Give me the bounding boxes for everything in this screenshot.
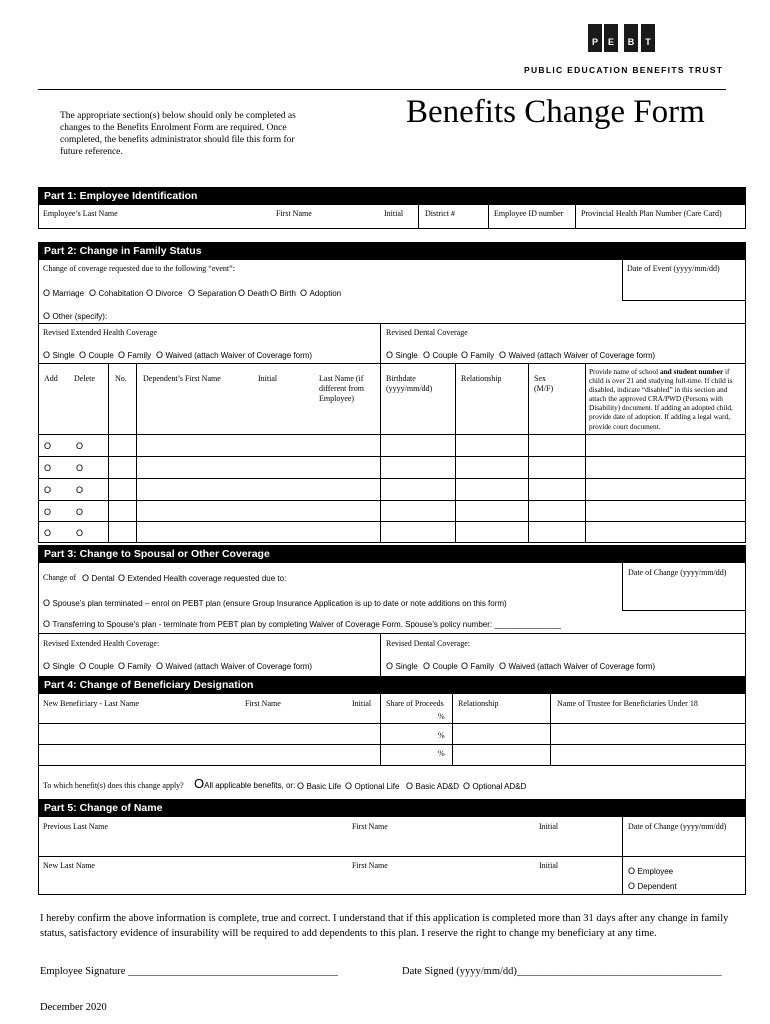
col-sex: Sex (M/F) — [534, 374, 554, 393]
radio-ehc-single[interactable]: O Single — [43, 350, 75, 360]
radio-label: Transferring to Spouse’s plan - terminate from PEBT plan by completing Waiver of Coverage Form. Spouse’s policy number: _______________ — [52, 620, 562, 629]
checkbox-optional-life[interactable]: O Optional Life — [345, 781, 400, 791]
divider — [745, 694, 746, 800]
part5-header: Part 5: Change of Name — [38, 799, 746, 817]
radio-ehc-family[interactable]: O Family — [118, 661, 152, 671]
delete-radio[interactable]: O — [76, 485, 84, 495]
divider — [488, 205, 489, 228]
divider — [550, 694, 551, 765]
first-name-field[interactable]: First Name — [276, 209, 312, 218]
first-name-field[interactable]: First Name — [352, 861, 388, 870]
divider — [38, 694, 39, 800]
radio-adoption[interactable]: O Adoption — [300, 288, 342, 298]
part4-header: Part 4: Change of Beneficiary Designation — [38, 676, 746, 694]
radio-cohabitation[interactable]: O Cohabitation — [89, 288, 144, 298]
radio-ehc-family[interactable]: O Family — [118, 350, 152, 360]
confirmation-text: I hereby confirm the above information is complete, true and correct. I understand that if this application is completed more than 31 days after any change in family status, satisfactory evidence of insurability will be required to add dependents to this plan. I reserve the right to change my beneficiary at any time. — [40, 913, 729, 939]
radio-dental-single[interactable]: O Single — [386, 350, 418, 360]
checkbox-label: Basic Life — [306, 782, 342, 791]
divider — [38, 363, 746, 364]
note-text: Provide name of school — [589, 367, 660, 376]
radio-label: Death — [247, 289, 269, 298]
radio-label: Single — [395, 662, 418, 671]
radio-label: Marriage — [52, 289, 85, 298]
part3-header: Part 3: Change to Spousal or Other Coverage — [38, 545, 746, 563]
radio-label: Waived (attach Waiver of Coverage form) — [508, 351, 656, 360]
radio-dental-waived[interactable]: O Waived (attach Waiver of Coverage form) — [499, 661, 656, 671]
form-date: December 2020 — [40, 1002, 107, 1013]
divider — [38, 894, 746, 895]
delete-radio[interactable]: O — [76, 507, 84, 517]
col-birthdate: Birthdate (yyyy/mm/dd) — [386, 374, 433, 393]
dental-label: Revised Dental Coverage — [386, 328, 468, 337]
note-text: if child is over 21 and studying full-time. If child is disabled, indicate “disabled” in this section and attach the approved CRA/PWD (Persons with Disability) document. If adding an adopted child, provide date of adoption. If adding a legal ward, provide court document. — [589, 367, 733, 431]
radio-label: Single — [52, 662, 75, 671]
radio-label: Employee — [637, 867, 674, 876]
radio-label: Couple — [88, 351, 114, 360]
logo-letter: P — [591, 37, 598, 47]
part2-header: Part 2: Change in Family Status — [38, 242, 746, 260]
col-initial: Initial — [258, 374, 278, 383]
beneficiary-initial-field[interactable]: Initial — [352, 699, 372, 708]
divider — [38, 434, 746, 435]
divider — [452, 694, 453, 765]
radio-ehc-couple[interactable]: O Couple — [79, 661, 114, 671]
delete-radio[interactable]: O — [76, 463, 84, 473]
checkbox-basic-life[interactable]: O Basic Life — [297, 781, 342, 791]
page-title: Benefits Change Form — [406, 94, 705, 130]
radio-label: Family — [470, 351, 495, 360]
divider — [528, 363, 529, 542]
divider — [38, 744, 746, 745]
header-divider — [38, 89, 726, 90]
event-label: Change of coverage requested due to the following “event”: — [43, 264, 235, 273]
add-radio[interactable]: O — [44, 441, 52, 451]
percent-sign: % — [438, 749, 445, 758]
employee-signature-field[interactable]: Employee Signature ________________________________________ — [40, 966, 339, 977]
radio-dental-couple[interactable]: O Couple — [423, 350, 458, 360]
radio-employee[interactable]: O Employee — [628, 866, 674, 876]
divider — [622, 610, 746, 611]
delete-radio[interactable]: O — [76, 441, 84, 451]
date-of-change-field[interactable]: Date of Change (yyyy/mm/dd) — [628, 822, 727, 831]
beneficiary-first-name-field[interactable]: First Name — [245, 699, 281, 708]
col-add: Add — [44, 374, 58, 383]
add-radio[interactable]: O — [44, 528, 52, 538]
intro-text: The appropriate section(s) below should only be completed as changes to the Benefits Enrolment Form are required. Once completed, the benefits administrator should file this form for future reference. — [60, 111, 296, 157]
first-name-field[interactable]: First Name — [352, 822, 388, 831]
divider — [380, 633, 381, 676]
logo-letter: T — [645, 37, 651, 47]
radio-label: Other (specify): — [52, 312, 108, 321]
add-radio[interactable]: O — [44, 463, 52, 473]
divider — [380, 363, 381, 542]
divider — [380, 694, 381, 765]
percent-sign: % — [438, 712, 445, 721]
add-radio[interactable]: O — [44, 507, 52, 517]
radio-label: Couple — [432, 351, 458, 360]
radio-label: Family — [127, 662, 152, 671]
employee-last-name-field[interactable]: Employee’s Last Name — [43, 209, 118, 218]
col-note — [589, 367, 743, 431]
radio-label: Birth — [279, 289, 296, 298]
checkbox-label: Extended Health coverage requested due to: — [127, 574, 287, 583]
checkbox-optional-add[interactable]: O Optional AD&D — [463, 781, 527, 791]
radio-birth[interactable]: O Birth — [270, 288, 296, 298]
radio-label: Dependent — [637, 882, 677, 891]
divider — [108, 363, 109, 542]
radio-death[interactable]: O Death — [238, 288, 269, 298]
beneficiary-last-name-field[interactable]: New Beneficiary - Last Name — [43, 699, 139, 708]
divider — [745, 563, 746, 676]
radio-label: Waived (attach Waiver of Coverage form) — [165, 662, 313, 671]
divider — [622, 260, 623, 300]
initial-field[interactable]: Initial — [539, 822, 559, 831]
divider — [575, 205, 576, 228]
radio-ehc-single[interactable]: O Single — [43, 661, 75, 671]
divider — [38, 205, 39, 228]
divider — [38, 478, 746, 479]
divider — [38, 521, 746, 522]
checkbox-label: Basic AD&D — [415, 782, 460, 791]
divider — [745, 205, 746, 228]
note-bold: and student number — [659, 367, 724, 376]
checkbox-ehc[interactable]: O Extended Health coverage requested due to: — [118, 573, 287, 583]
radio-label: Single — [52, 351, 75, 360]
percent-sign: % — [438, 731, 445, 740]
org-name: PUBLIC EDUCATION BENEFITS TRUST — [524, 65, 724, 75]
divider — [38, 228, 746, 229]
radio-label: Couple — [88, 662, 114, 671]
radio-label: All applicable benefits, or: — [204, 781, 296, 790]
radio-all-benefits[interactable]: OAll applicable benefits, or: — [194, 776, 296, 791]
divider — [38, 542, 746, 543]
divider — [38, 765, 746, 766]
radio-marriage[interactable]: O Marriage — [43, 288, 85, 298]
col-last-name: Last Name (if different from Employee) — [319, 374, 364, 403]
radio-label: Waived (attach Waiver of Coverage form) — [508, 662, 656, 671]
col-no: No. — [115, 374, 127, 383]
radio-ehc-waived[interactable]: O Waived (attach Waiver of Coverage form) — [156, 661, 313, 671]
radio-label: Family — [127, 351, 152, 360]
date-signed-field[interactable]: Date Signed (yyyy/mm/dd)_______________________________________ — [402, 966, 722, 977]
col-first-name: Dependent’s First Name — [143, 374, 221, 383]
radio-label: Divorce — [155, 289, 183, 298]
radio-separation[interactable]: O Separation — [188, 288, 237, 298]
dental-label: Revised Dental Coverage: — [386, 639, 470, 648]
divider — [38, 456, 746, 457]
radio-dental-single[interactable]: O Single — [386, 661, 418, 671]
relationship-field[interactable]: Relationship — [458, 699, 499, 708]
initial-field[interactable]: Initial — [384, 209, 404, 218]
health-plan-field[interactable]: Provincial Health Plan Number (Care Card) — [581, 209, 722, 218]
share-field[interactable]: Share of Proceeds — [386, 699, 444, 708]
which-benefit-label: To which benefit(s) does this change apply? — [43, 781, 184, 790]
checkbox-dental[interactable]: O Dental — [82, 573, 115, 583]
date-of-change-field[interactable]: Date of Change (yyyy/mm/dd) — [628, 568, 727, 577]
add-radio[interactable]: O — [44, 485, 52, 495]
delete-radio[interactable]: O — [76, 528, 84, 538]
previous-last-name-field[interactable]: Previous Last Name — [43, 822, 108, 831]
change-of-label: Change of — [43, 573, 77, 582]
logo-letter: B — [627, 37, 635, 47]
radio-label: Spouse’s plan terminated – enrol on PEBT plan (ensure Group Insurance Application is up to date or note additions on this form) — [52, 599, 507, 608]
divider — [622, 563, 623, 610]
part1-header: Part 1: Employee Identification — [38, 187, 746, 205]
ehc-label: Revised Extended Health Coverage: — [43, 639, 160, 648]
radio-dental-waived[interactable]: O Waived (attach Waiver of Coverage form) — [499, 350, 656, 360]
ehc-label: Revised Extended Health Coverage — [43, 328, 157, 337]
radio-other[interactable]: O Other (specify): — [43, 311, 108, 321]
new-last-name-field[interactable]: New Last Name — [43, 861, 95, 870]
col-relationship: Relationship — [461, 374, 502, 383]
divider — [38, 323, 746, 324]
divider — [585, 363, 586, 542]
radio-label: Waived (attach Waiver of Coverage form) — [165, 351, 313, 360]
radio-label: Adoption — [309, 289, 342, 298]
radio-transferring[interactable]: O Transferring to Spouse’s plan - terminate from PEBT plan by completing Waiver of Coverage Form. Spouse’s policy number: _______________ — [43, 619, 562, 629]
divider — [418, 205, 419, 228]
checkbox-label: Optional AD&D — [472, 782, 527, 791]
divider — [38, 500, 746, 501]
radio-label: Couple — [432, 662, 458, 671]
checkbox-basic-add[interactable]: O Basic AD&D — [406, 781, 460, 791]
date-of-event-field[interactable]: Date of Event (yyyy/mm/dd) — [627, 264, 720, 273]
radio-divorce[interactable]: O Divorce — [146, 288, 183, 298]
trustee-field[interactable]: Name of Trustee for Beneficiaries Under 18 — [557, 699, 698, 708]
radio-spouse-terminated[interactable]: O Spouse’s plan terminated – enrol on PEBT plan (ensure Group Insurance Application is up to date or note additions on this form) — [43, 598, 507, 608]
radio-label: Separation — [197, 289, 237, 298]
district-field[interactable]: District # — [425, 209, 455, 218]
divider — [622, 300, 746, 301]
divider — [38, 563, 39, 676]
radio-dependent[interactable]: O Dependent — [628, 881, 677, 891]
radio-ehc-waived[interactable]: O Waived (attach Waiver of Coverage form) — [156, 350, 313, 360]
radio-ehc-couple[interactable]: O Couple — [79, 350, 114, 360]
radio-label: Single — [395, 351, 418, 360]
divider — [38, 856, 746, 857]
radio-dental-family[interactable]: O Family — [461, 350, 495, 360]
radio-label: Cohabitation — [98, 289, 144, 298]
employee-id-field[interactable]: Employee ID number — [494, 209, 564, 218]
divider — [455, 363, 456, 542]
divider — [38, 633, 746, 634]
radio-dental-couple[interactable]: O Couple — [423, 661, 458, 671]
checkbox-label: Optional Life — [354, 782, 400, 791]
radio-dental-family[interactable]: O Family — [461, 661, 495, 671]
divider — [136, 363, 137, 542]
logo-letter: E — [607, 37, 614, 47]
divider — [38, 723, 746, 724]
checkbox-label: Dental — [91, 574, 115, 583]
col-delete: Delete — [74, 374, 95, 383]
divider — [380, 323, 381, 363]
initial-field[interactable]: Initial — [539, 861, 559, 870]
radio-label: Family — [470, 662, 495, 671]
